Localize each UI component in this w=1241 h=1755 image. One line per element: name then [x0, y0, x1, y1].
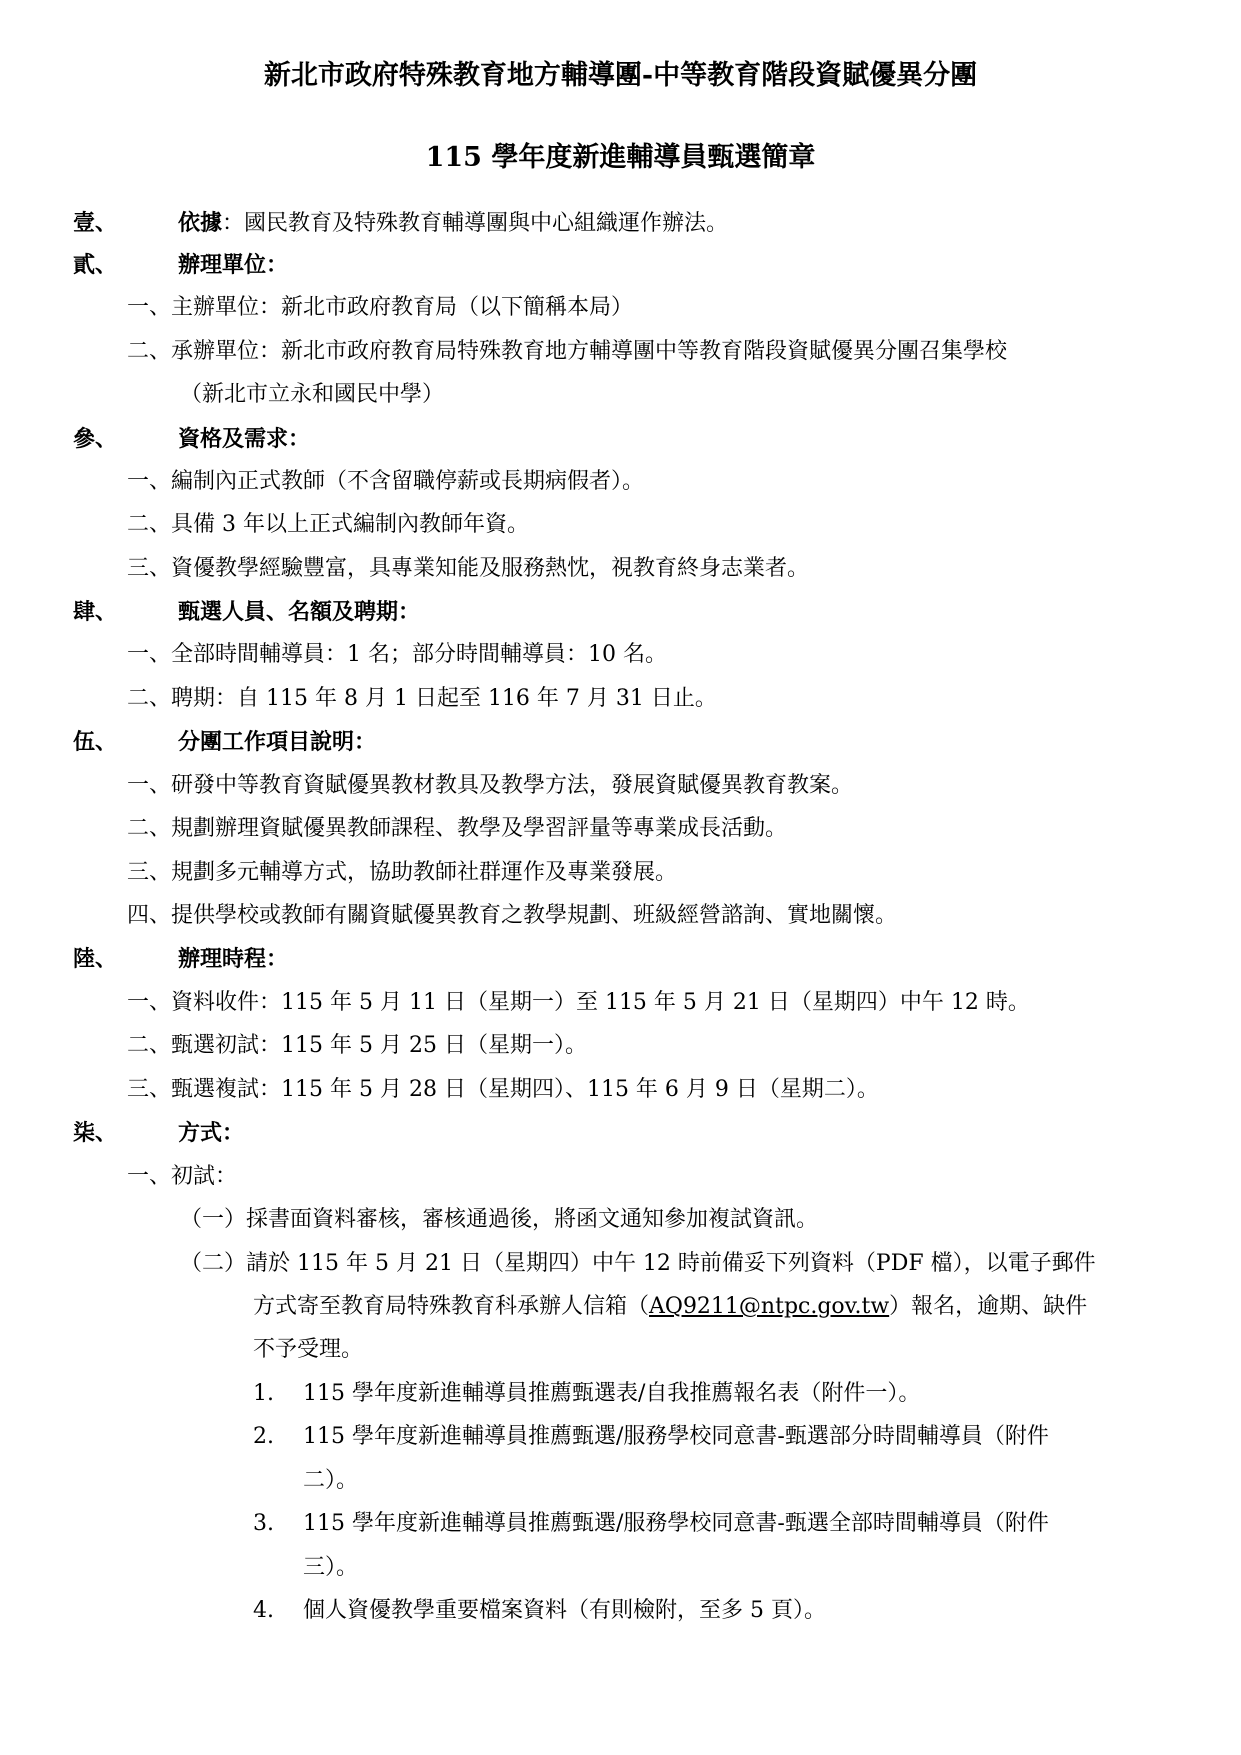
section-3-heading: 資格及需求：: [178, 426, 311, 452]
section-6-item: 一、資料收件：115 年 5 月 11 日（星期一）至 115 年 5 月 21 日（星期四）中午 12 時。: [127, 990, 1030, 1015]
list-item-cont: 三）。: [303, 1555, 359, 1580]
section-2-item: 二、承辦單位：新北市政府教育局特殊教育地方輔導團中等教育階段資賦優異分團召集學校: [127, 339, 1008, 364]
section-5-heading: 分團工作項目說明：: [178, 729, 377, 755]
section-6-heading: 辦理時程：: [178, 946, 289, 972]
section-3-item: 二、具備 3 年以上正式編制內教師年資。: [127, 512, 529, 537]
section-2-item: （新北市立永和國民中學）: [180, 382, 445, 407]
section-1-line: [178, 208, 728, 239]
section-7-subitem: （二）請於 115 年 5 月 21 日（星期四）中午 12 時前備妥下列資料（PDF 檔），以電子郵件: [180, 1251, 1096, 1276]
section-3-item: 三、資優教學經驗豐富，具專業知能及服務熱忱，視教育終身志業者。: [127, 556, 810, 581]
section-5-item: 三、規劃多元輔導方式，協助教師社群運作及專業發展。: [127, 860, 678, 885]
section-3-item: 一、編制內正式教師（不含留職停薪或長期病假者）。: [127, 469, 645, 494]
list-item: 115 學年度新進輔導員推薦甄選/服務學校同意書-甄選全部時間輔導員（附件: [303, 1511, 1049, 1536]
section-5-item: 二、規劃辦理資賦優異教師課程、教學及學習評量等專業成長活動。: [127, 816, 788, 841]
section-4-heading: 甄選人員、名額及聘期：: [178, 599, 421, 625]
list-item-number: 1.: [253, 1381, 274, 1406]
list-item-number: 4.: [253, 1598, 274, 1623]
section-4-item: 一、全部時間輔導員：1 名；部分時間輔導員：10 名。: [127, 642, 667, 667]
section-7-subitem-cont: 不予受理。: [253, 1337, 364, 1362]
section-2-mark: 貳、: [73, 252, 118, 278]
list-item: 115 學年度新進輔導員推薦甄選表/自我推薦報名表（附件一）。: [303, 1381, 921, 1406]
section-6-item: 二、甄選初試：115 年 5 月 25 日（星期一）。: [127, 1033, 587, 1058]
section-1-heading: 依據: [178, 210, 223, 236]
list-item: 115 學年度新進輔導員推薦甄選/服務學校同意書-甄選部分時間輔導員（附件: [303, 1424, 1049, 1449]
list-item-cont: 二）。: [303, 1468, 359, 1493]
email-link[interactable]: AQ9211@ntpc.gov.tw: [649, 1294, 890, 1319]
section-7-subitem-cont: [253, 1292, 1087, 1322]
list-item: 個人資優教學重要檔案資料（有則檢附，至多 5 頁）。: [303, 1598, 826, 1623]
section-5-item: 一、研發中等教育資賦優異教材教具及教學方法，發展資賦優異教育教案。: [127, 773, 854, 798]
document-subtitle: 115 學年度新進輔導員甄選簡章: [425, 142, 816, 173]
section-4-item: 二、聘期：自 115 年 8 月 1 日起至 116 年 7 月 31 日止。: [127, 686, 717, 711]
section-7-heading: 方式：: [178, 1120, 245, 1146]
list-item-number: 2.: [253, 1424, 274, 1449]
section-7-subitem: （一）採書面資料審核，審核通過後，將函文通知參加複試資訊。: [180, 1207, 819, 1232]
section-2-item: 一、主辦單位：新北市政府教育局（以下簡稱本局）: [127, 295, 634, 320]
section-4-mark: 肆、: [73, 599, 118, 625]
section-2-heading: 辦理單位：: [178, 252, 289, 278]
registration-text: ）報名，逾期、缺件: [889, 1294, 1088, 1319]
section-1-mark: 壹、: [73, 210, 118, 236]
section-3-mark: 參、: [73, 426, 118, 452]
document-title: 新北市政府特殊教育地方輔導團-中等教育階段資賦優異分團: [263, 60, 978, 91]
section-7-item: 一、初試：: [127, 1164, 238, 1189]
section-5-item: 四、提供學校或教師有關資賦優異教育之教學規劃、班級經營諮詢、實地關懷。: [127, 903, 898, 928]
list-item-number: 3.: [253, 1511, 274, 1536]
registration-text: 方式寄至教育局特殊教育科承辦人信箱（: [253, 1294, 650, 1319]
section-6-mark: 陸、: [73, 946, 118, 972]
section-5-mark: 伍、: [73, 729, 118, 755]
section-1-body: ：國民教育及特殊教育輔導團與中心組織運作辦法。: [222, 211, 729, 236]
section-7-mark: 柒、: [73, 1120, 118, 1146]
section-6-item: 三、甄選複試：115 年 5 月 28 日（星期四）、115 年 6 月 9 日（星期二）。: [127, 1077, 879, 1102]
